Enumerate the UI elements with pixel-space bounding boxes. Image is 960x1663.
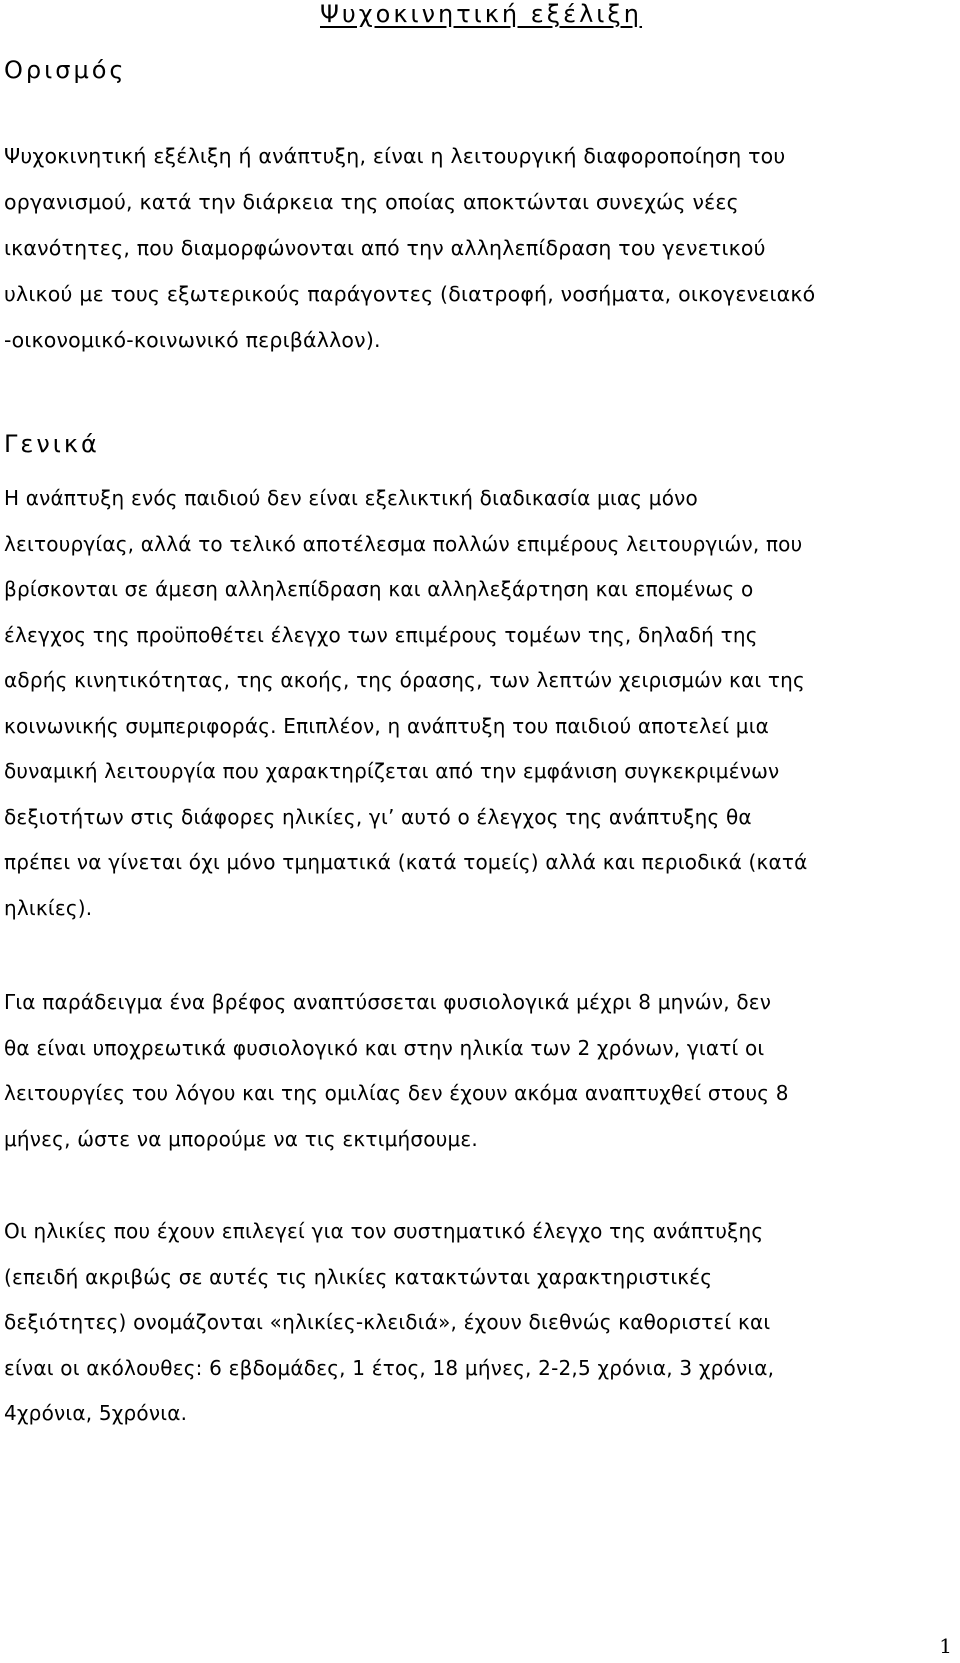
paragraph-line: έλεγχος της προϋποθέτει έλεγχο των επιμέρους τομέων της, δηλαδή της (4, 622, 758, 647)
section-heading-definition: Ορισμός (4, 56, 127, 84)
paragraph-line: υλικού με τους εξωτερικούς παράγοντες (διατροφή, νοσήματα, οικογενειακό (4, 282, 816, 306)
paragraph-line: ικανότητες, που διαμορφώνονται από την αλληλεπίδραση του γενετικού (4, 236, 766, 260)
paragraph-line: οργανισμού, κατά την διάρκεια της οποίας αποκτώνται συνεχώς νέες (4, 190, 739, 214)
paragraph-line: αδρής κινητικότητας, της ακοής, της όρασης, των λεπτών χειρισμών και της (4, 668, 805, 692)
paragraph-line: 4χρόνια, 5χρόνια. (4, 1401, 188, 1425)
document-title: Ψυχοκινητική εξέλιξη (320, 0, 643, 28)
paragraph-general-1 (4, 476, 954, 931)
paragraph-line: μήνες, ώστε να μπορούμε να τις εκτιμήσουμε. (4, 1126, 478, 1151)
paragraph-line: Ψυχοκινητική εξέλιξη ή ανάπτυξη, είναι η λειτουργική διαφοροποίηση του (4, 144, 786, 168)
paragraph-line: βρίσκονται σε άμεση αλληλεπίδραση και αλληλεξάρτηση και επομένως ο (4, 577, 754, 601)
paragraph-definition (4, 133, 954, 363)
paragraph-general-3 (4, 1209, 954, 1437)
paragraph-line: δεξιότητες) ονομάζονται «ηλικίες-κλειδιά», έχουν διεθνώς καθοριστεί και (4, 1310, 771, 1334)
paragraph-line: κοινωνικής συμπεριφοράς. Επιπλέον, η ανάπτυξη του παιδιού αποτελεί μια (4, 713, 770, 738)
paragraph-line: είναι οι ακόλουθες: 6 εβδομάδες, 1 έτος, 18 μήνες, 2-2,5 χρόνια, 3 χρόνια, (4, 1355, 775, 1380)
paragraph-line: λειτουργίας, αλλά το τελικό αποτέλεσμα πολλών επιμέρους λειτουργιών, που (4, 531, 803, 556)
paragraph-line: Η ανάπτυξη ενός παιδιού δεν είναι εξελικτική διαδικασία μιας μόνο (4, 486, 698, 510)
paragraph-line: (επειδή ακριβώς σε αυτές τις ηλικίες κατακτώνται χαρακτηριστικές (4, 1264, 713, 1289)
paragraph-line: θα είναι υποχρεωτικά φυσιολογικό και στην ηλικία των 2 χρόνων, γιατί οι (4, 1035, 765, 1060)
section-heading-general: Γενικά (4, 430, 100, 458)
paragraph-line: πρέπει να γίνεται όχι μόνο τμηματικά (κατά τομείς) αλλά και περιοδικά (κατά (4, 850, 808, 874)
paragraph-line: δεξιοτήτων στις διάφορες ηλικίες, γι’ αυτό ο έλεγχος της ανάπτυξης θα (4, 804, 752, 829)
paragraph-line: λειτουργίες του λόγου και της ομιλίας δεν έχουν ακόμα αναπτυχθεί στους 8 (4, 1081, 789, 1105)
paragraph-line: Για παράδειγμα ένα βρέφος αναπτύσσεται φυσιολογικά μέχρι 8 μηνών, δεν (4, 990, 772, 1014)
paragraph-general-2 (4, 980, 954, 1162)
paragraph-line: Οι ηλικίες που έχουν επιλεγεί για τον συστηματικό έλεγχο της ανάπτυξης (4, 1219, 764, 1243)
paragraph-line: δυναμική λειτουργία που χαρακτηρίζεται από την εμφάνιση συγκεκριμένων (4, 759, 780, 783)
paragraph-line: ηλικίες). (4, 895, 93, 920)
page-number: 1 (939, 1634, 952, 1658)
paragraph-line: -οικονομικό-κοινωνικό περιβάλλον). (4, 328, 381, 352)
